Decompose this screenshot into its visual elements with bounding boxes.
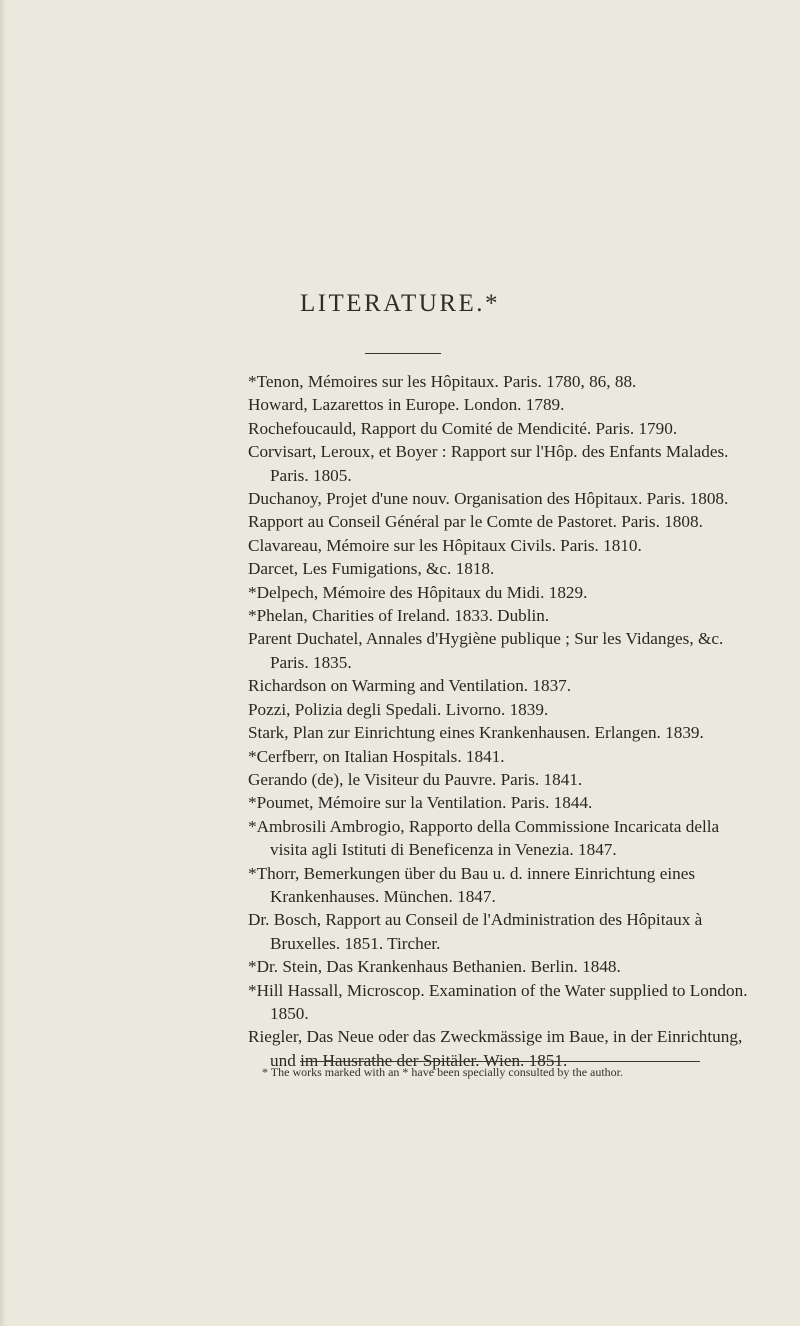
bibliography-entry: *Poumet, Mémoire sur la Ventilation. Paris. 1844.	[248, 793, 593, 813]
bibliography-entry: *Dr. Stein, Das Krankenhaus Bethanien. Berlin. 1848.	[248, 957, 621, 977]
page-edge-shadow	[0, 0, 6, 1326]
title-divider	[365, 353, 441, 354]
bibliography-entry: Rapport au Conseil Général par le Comte de Pastoret. Paris. 1808.	[248, 512, 703, 532]
bibliography-entry: Duchanoy, Projet d'une nouv. Organisation des Hôpitaux. Paris. 1808.	[248, 489, 729, 509]
bibliography-entry: *Delpech, Mémoire des Hôpitaux du Midi. 1829.	[248, 582, 588, 602]
bibliography-entry: *Cerfberr, on Italian Hospitals. 1841.	[248, 746, 505, 766]
bibliography-entry: Darcet, Les Fumigations, &c. 1818.	[248, 559, 495, 579]
page-title: LITERATURE.*	[299, 290, 501, 317]
bibliography-entry: Howard, Lazarettos in Europe. London. 1789.	[248, 395, 565, 415]
bibliography-entry: Riegler, Das Neue oder das Zweckmässige im Baue, in der Einrichtung, und im Hausrathe der Spitäler. Wien. 1851.	[248, 1027, 743, 1070]
bibliography-entry: Rochefoucauld, Rapport du Comité de Mendicité. Paris. 1790.	[248, 418, 678, 438]
footnote-divider	[300, 1061, 700, 1062]
bibliography-entry: Clavareau, Mémoire sur les Hôpitaux Civils. Paris. 1810.	[248, 535, 642, 555]
bibliography-entry: *Hill Hassall, Microscop. Examination of the Water supplied to London. 1850.	[248, 980, 748, 1023]
bibliography-entry: Corvisart, Leroux, et Boyer : Rapport sur l'Hôp. des Enfants Malades. Paris. 1805.	[248, 442, 729, 485]
bibliography-entry: Parent Duchatel, Annales d'Hygiène publique ; Sur les Vidanges, &c. Paris. 1835.	[248, 629, 724, 672]
bibliography-entry: *Thorr, Bemerkungen über du Bau u. d. innere Einrichtung eines Krankenhauses. München. 1847.	[248, 863, 696, 906]
bibliography-entry: Richardson on Warming and Ventilation. 1837.	[248, 676, 572, 696]
bibliography-entry: Stark, Plan zur Einrichtung eines Krankenhausen. Erlangen. 1839.	[248, 723, 704, 743]
bibliography-entry: Pozzi, Polizia degli Spedali. Livorno. 1839.	[248, 699, 549, 719]
footnote: * The works marked with an * have been specially consulted by the author.	[262, 1065, 624, 1079]
bibliography-entry: *Ambrosili Ambrogio, Rapporto della Commissione Incaricata della visita agli Istituti di Beneficenza in Venezia. 1847.	[248, 816, 720, 860]
bibliography-entry: Dr. Bosch, Rapport au Conseil de l'Administration des Hôpitaux à Bruxelles. 1851. Tircher.	[248, 910, 703, 953]
bibliography-entry: *Tenon, Mémoires sur les Hôpitaux. Paris. 1780, 86, 88.	[248, 372, 637, 391]
bibliography-list	[248, 370, 758, 1072]
bibliography-entry: *Phelan, Charities of Ireland. 1833. Dublin.	[248, 606, 550, 626]
bibliography-entry: Gerando (de), le Visiteur du Pauvre. Paris. 1841.	[248, 769, 583, 789]
